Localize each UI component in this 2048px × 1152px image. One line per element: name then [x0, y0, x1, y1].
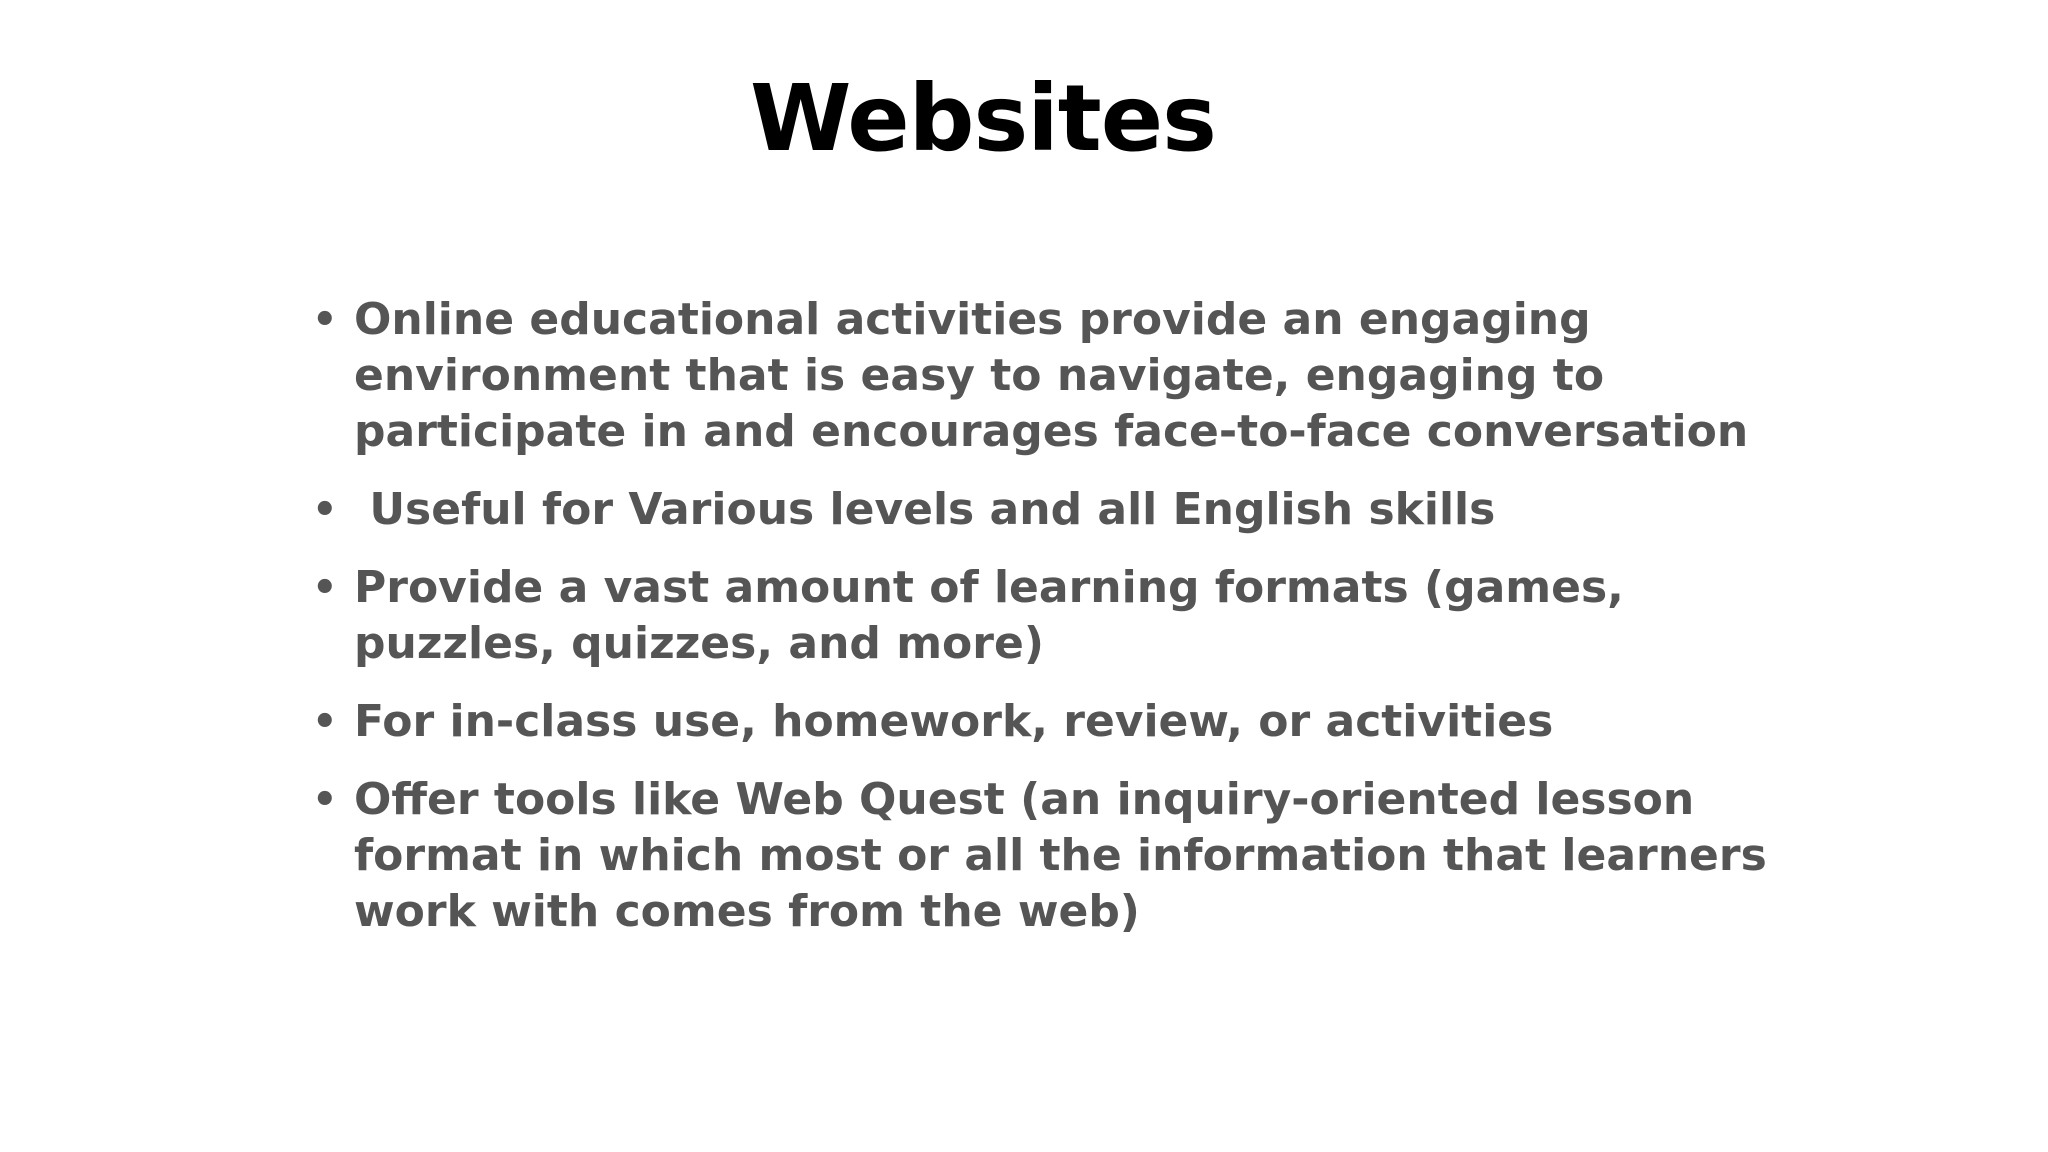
slide-title: Websites — [750, 65, 1216, 172]
bullet-text: Online educational activities provide an engaging environment that is easy to navigate, engaging to participate in and encourages face-to-face conversation — [354, 294, 1749, 457]
bullet-icon: • — [312, 565, 338, 611]
bullet-text: Provide a vast amount of learning formats (games, puzzles, quizzes, and more) — [354, 562, 1624, 669]
list-item — [304, 560, 1804, 672]
bullet-icon: • — [312, 487, 338, 533]
bullet-text: Offer tools like Web Quest (an inquiry-oriented lesson format in which most or all the information that learners work with comes from the web) — [354, 774, 1767, 937]
bullet-icon: • — [312, 297, 338, 343]
list-item — [304, 292, 1804, 460]
bullet-list — [304, 292, 1804, 962]
list-item — [304, 772, 1804, 940]
bullet-text: Useful for Various levels and all English skills — [354, 484, 1496, 535]
list-item — [304, 694, 1804, 750]
bullet-icon: • — [312, 699, 338, 745]
list-item — [304, 482, 1804, 538]
bullet-icon: • — [312, 777, 338, 823]
bullet-text: For in-class use, homework, review, or activities — [354, 696, 1554, 747]
